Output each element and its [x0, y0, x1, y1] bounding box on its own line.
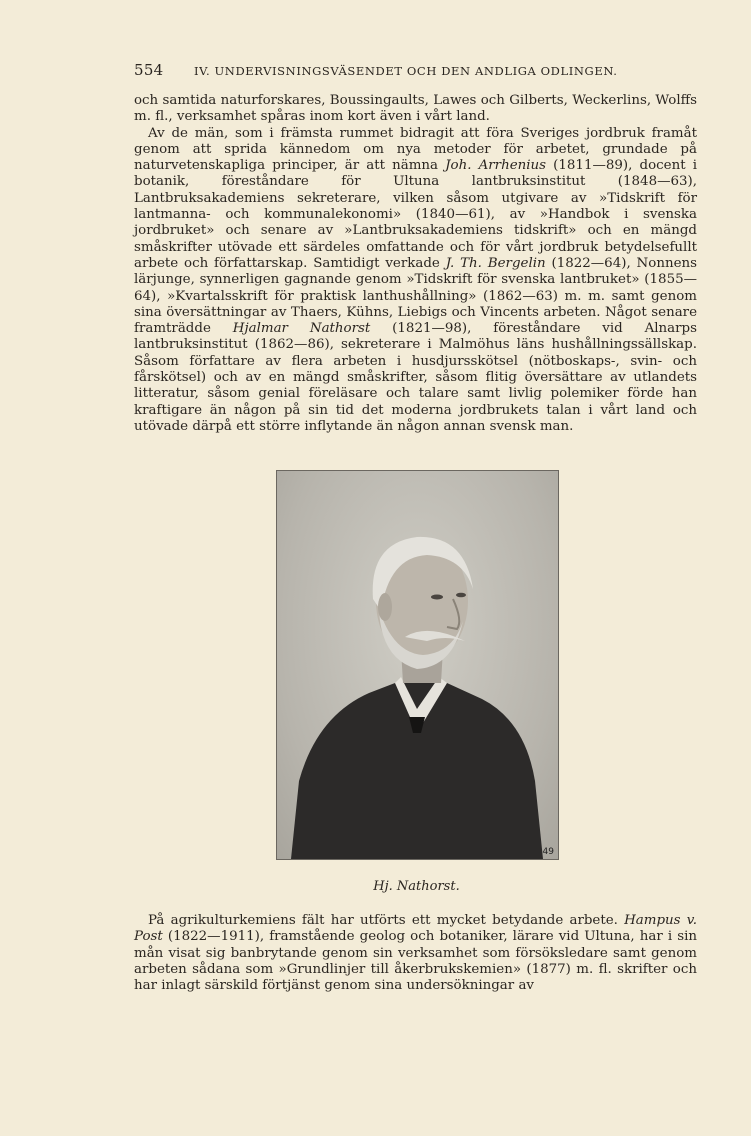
plate-number: 49	[542, 847, 554, 857]
person-name: Hampus v. Post	[134, 913, 697, 945]
paragraph-agricultural-pioneers: Av de män, som i främsta rummet bidragit att föra Sveriges jordbruk framåt genom att sprida kännedom om nya metoder för arbetet, grundade på naturvetenskapliga principer, är att nämna Joh. Arrhenius (1811—89), docent i botanik, föreståndare för Ultuna lantbruksinstitut (1848—63), Lantbruksakademiens sekreterare, vilken såsom utgivare av »Tidskrift för lantmanna- och kommunalekonomi» (1840—61), av »Handbok i svenska jordbruket» och senare av »Lantbruksakademiens tidskrift» och en mängd småskrifter utövade ett särdeles omfattande och för vårt jordbruk betydelsefullt arbete och författarskap. Samtidigt verkade J. Th. Bergelin (1822—64), Nonnens lärjunge, synnerligen gagnande genom »Tidskrift för svenska lantbruket» (1855—64), »Kvartalsskrift för praktisk lanthushållning» (1862—63) m. m. samt genom sina översättningar av Thaers, Kühns, Liebigs och Vincents arbeten. Något senare framträdde Hjalmar Nathorst (1821—98), föreståndare vid Alnarps lantbruksinstitut (1862—86), sekreterare i Malmöhus läns hushållningssällskap. Såsom författare av flera arbeten i husdjursskötsel (nötboskaps-, svin- och fårskötsel) och av en mängd småskrifter, såsom flitig översättare av utlandets litteratur, såsom genial föreläsare och talare samt livlig polemiker förde han kraftigare än någon på sin tid det moderna jordbrukets talan i vårt land och utövade därpå ett större inflytande än någon annan svensk man.	[134, 125, 697, 434]
portrait-illustration	[277, 471, 558, 859]
page-number: 554	[134, 61, 164, 79]
portrait-photo	[276, 470, 559, 860]
paragraph-agricultural-chemistry: På agrikulturkemiens fält har utförts ett mycket betydande arbete. Hampus v. Post (1822—1911), framstående geolog och botaniker, lärare vid Ultuna, har i sin mån visat sig banbrytande genom sin verksamhet som försöksledare samt genom arbeten sådana som »Grundlinjer till åkerbrukskemien» (1877) m. fl. skrifter och har inlagt särskild förtjänst genom sina undersökningar av	[134, 913, 697, 994]
person-name: J. Th. Bergelin	[445, 255, 546, 271]
intro-text	[134, 93, 697, 435]
paragraph-continuation: och samtida naturforskares, Boussingaults, Lawes och Gilberts, Weckerlins, Wolffs m. fl., verksamhet spåras inom kort även i vårt land.	[134, 93, 697, 125]
figure-caption: Hj. Nathorst.	[373, 879, 460, 894]
outro-text	[134, 913, 697, 994]
person-name: Joh. Arrhenius	[445, 158, 547, 174]
running-title: IV. UNDERVISNINGSVÄSENDET OCH DEN ANDLIGA ODLINGEN.	[193, 64, 618, 78]
running-header	[134, 61, 629, 79]
person-name: Hjalmar Nathorst	[232, 321, 371, 337]
